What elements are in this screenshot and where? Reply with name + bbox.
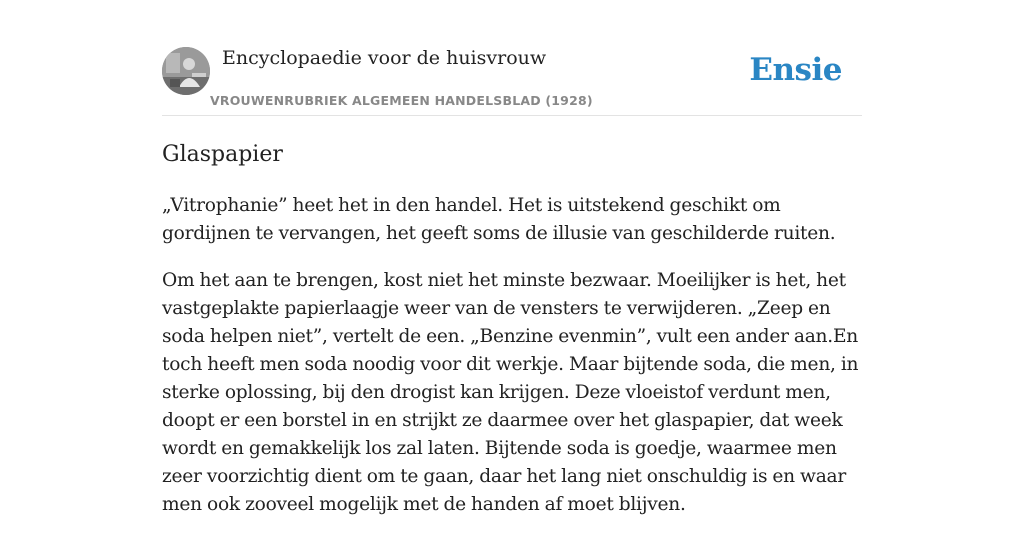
site-title[interactable]: Encyclopaedie voor de huisvrouw [222,47,547,69]
article-title: Glaspapier [162,142,283,167]
brand-logo[interactable]: Ensie [749,52,842,88]
article-paragraph: Om het aan te brengen, kost niet het minste bezwaar. Moeilijker is het, het vastgeplakte papierlaagje weer van de vensters te verwijderen. „Zeep en soda helpen niet”, vertelt de een. „Benzine evenmin”, vult een ander aan.En toch heeft men soda noodig voor dit werkje. Maar bijtende soda, die men, in sterke oplossing, bij den drogist kan krijgen. Deze vloeistof verdunt men, doopt er een borstel in en strijkt ze daarmee over het glaspapier, dat week wordt en gemakkelijk los zal laten. Bijtende soda is goedje, waarmee men zeer voorzichtig dient om te gaan, daar het lang niet onschuldig is en waar men ook zooveel mogelijk met de handen af moet blijven. [162,270,859,515]
article-body [162,192,862,538]
page [162,0,862,515]
article-paragraph: „Vitrophanie” heet het in den handel. Het is uitstekend geschikt om gordijnen te vervangen, het geeft soms de illusie van geschilderde ruiten. [162,195,836,244]
author-avatar [162,47,210,95]
site-subtitle: VROUWENRUBRIEK ALGEMEEN HANDELSBLAD (1928) [210,93,593,108]
avatar-photo-icon [162,47,210,95]
header [162,0,862,116]
